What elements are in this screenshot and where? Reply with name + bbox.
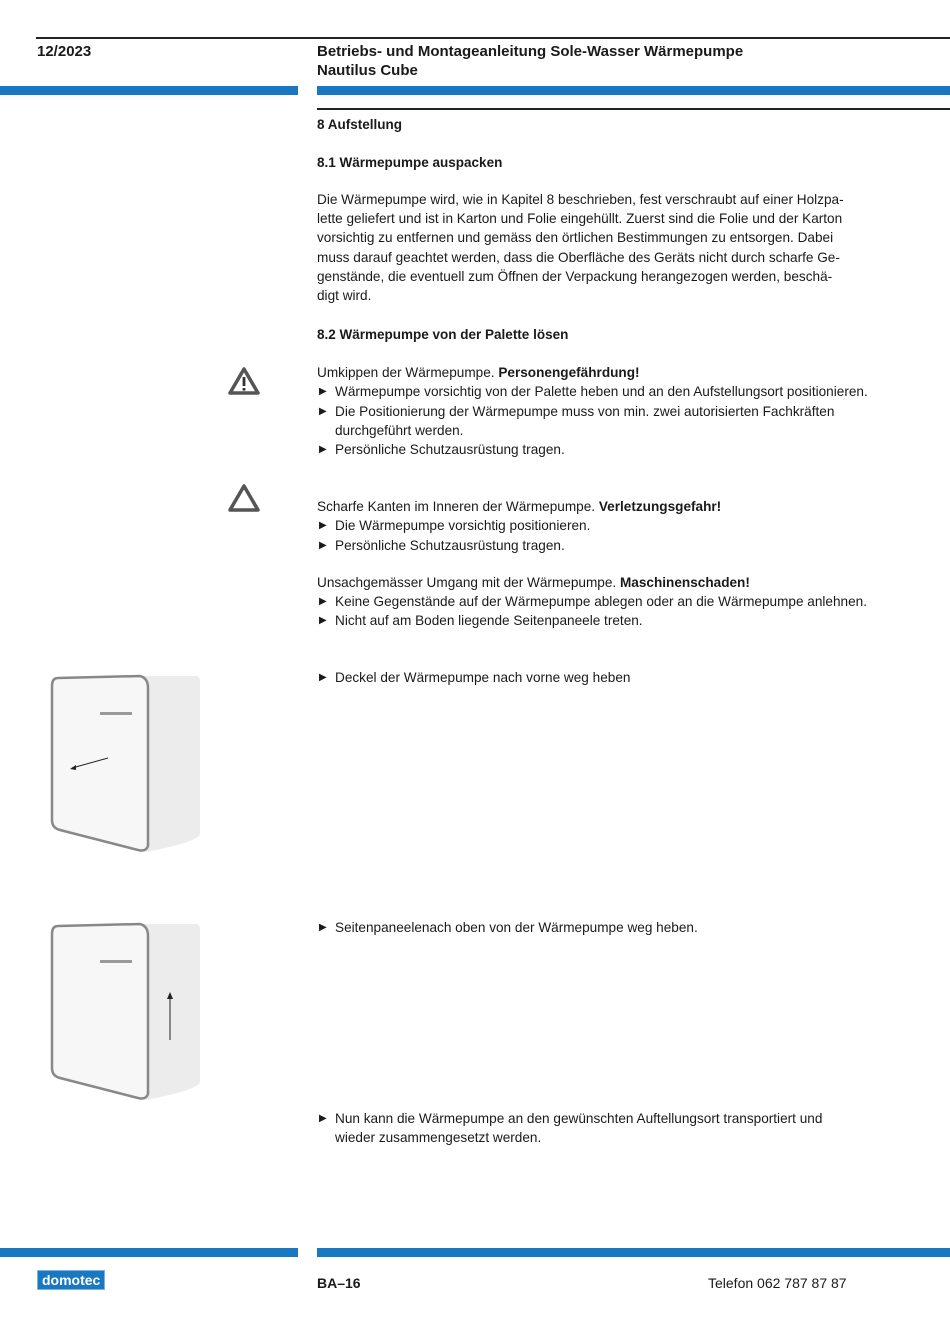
warning-heading [317,363,937,382]
list-item: ▶ Die Positionierung der Wärmepumpe muss von min. zwei autorisierten Fachkräften durchgeführt werden. [319,403,835,438]
unpack-paragraph [317,190,937,305]
warning-text: Umkippen der Wärmepumpe. [317,365,499,381]
subsection-title-8-2: 8.2 Wärmepumpe von der Palette lösen [317,327,569,343]
footer-bar-right [317,1248,950,1257]
doc-date: 12/2023 [37,43,92,60]
warning-exclamation-icon [227,366,261,396]
para-line: vorsichtig zu entfernen und gemäss den örtlichen Bestimmungen zu entsorgen. Dabei [317,230,834,246]
step-text: Nun kann die Wärmepumpe an den gewünschten Auftellungsort transportiert und wieder zusammengesetzt werden. [335,1110,823,1146]
section-title: 8 Aufstellung [317,117,403,132]
domotec-logo: domotec [37,1270,105,1290]
warning-strong: Personengefährdung! [498,365,640,381]
list-item-text: Nicht auf am Boden liegende Seitenpaneele treten. [335,613,643,629]
list-item: ▶ Nicht auf am Boden liegende Seitenpaneele treten. [319,613,643,629]
step-text: Deckel der Wärmepumpe nach vorne weg heben [335,670,631,686]
para-line: genstände, die eventuell zum Öffnen der Verpackung herangezogen werden, beschä- [317,268,833,284]
warning-heading [317,573,937,592]
list-item-text: Die Positionierung der Wärmepumpe muss von min. zwei autorisierten Fachkräften durchgeführt werden. [335,403,835,438]
page-number: BA–16 [317,1275,361,1291]
section-rule [317,108,950,110]
top-rule [36,37,950,39]
list-item-text: Persönliche Schutzausrüstung tragen. [335,537,565,553]
header-bar-right [317,86,950,95]
para-line: muss darauf geachtet werden, dass die Oberfläche des Geräts nicht durch scharfe Ge- [317,249,840,265]
step-3: ▶ Nun kann die Wärmepumpe an den gewünschten Auftellungsort transportiert und wieder zusammengesetzt werden. [319,1110,823,1146]
warning-strong: Verletzungsgefahr! [598,499,722,515]
list-item: ▶ Die Wärmepumpe vorsichtig positionieren. [319,518,591,534]
list-item: ▶ Persönliche Schutzausrüstung tragen. [319,442,565,458]
step-1: ▶ Deckel der Wärmepumpe nach vorne weg heben [319,670,631,686]
warning-block-3 [317,573,937,631]
warning-block-2 [317,497,937,555]
step-text: Seitenpaneelenach oben von der Wärmepumpe weg heben. [335,919,698,935]
warning-text: Unsachgemässer Umgang mit der Wärmepumpe. [317,574,620,590]
list-item: ▶ Persönliche Schutzausrüstung tragen. [319,537,565,553]
para-line: digt wird. [317,288,372,304]
footer-bar-left [0,1248,298,1257]
warning-triangle-icon [227,483,261,513]
para-line: Die Wärmepumpe wird, wie in Kapitel 8 beschrieben, fest verschraubt auf einer Holzpa- [317,192,844,207]
warning-strong: Maschinenschaden! [619,574,750,590]
subsection-title-8-1: 8.1 Wärmepumpe auspacken [317,155,503,170]
doc-title [317,42,743,80]
doc-title-line1: Betriebs- und Montageanleitung Sole-Wasser Wärmepumpe [317,43,744,60]
list-item-text: Wärmepumpe vorsichtig von der Palette heben und an den Aufstellungsort positionieren. [335,384,868,400]
heat-pump-side-panel-image [48,922,203,1102]
warning-heading [317,497,937,516]
heat-pump-lid-image [48,674,203,854]
content-column [317,115,937,1147]
list-item: ▶ Keine Gegenstände auf der Wärmepumpe ablegen oder an die Wärmepumpe anlehnen. [319,594,868,610]
list-item-text: Keine Gegenstände auf der Wärmepumpe ablegen oder an die Wärmepumpe anlehnen. [335,594,868,610]
para-line: lette geliefert und ist in Karton und Folie eingehüllt. Zuerst sind die Folie und der Karton [317,211,843,227]
doc-title-line2: Nautilus Cube [317,62,418,79]
list-item-text: Persönliche Schutzausrüstung tragen. [335,442,565,458]
warning-text: Scharfe Kanten im Inneren der Wärmepumpe. [317,499,599,515]
phone-number: Telefon 062 787 87 87 [708,1275,847,1291]
list-item: ▶ Wärmepumpe vorsichtig von der Palette heben und an den Aufstellungsort positionieren. [319,384,868,400]
list-item-text: Die Wärmepumpe vorsichtig positionieren. [335,518,591,534]
step-2: ▶ Seitenpaneelenach oben von der Wärmepumpe weg heben. [319,919,698,935]
header-bar-left [0,86,298,95]
warning-block-1 [317,363,937,459]
